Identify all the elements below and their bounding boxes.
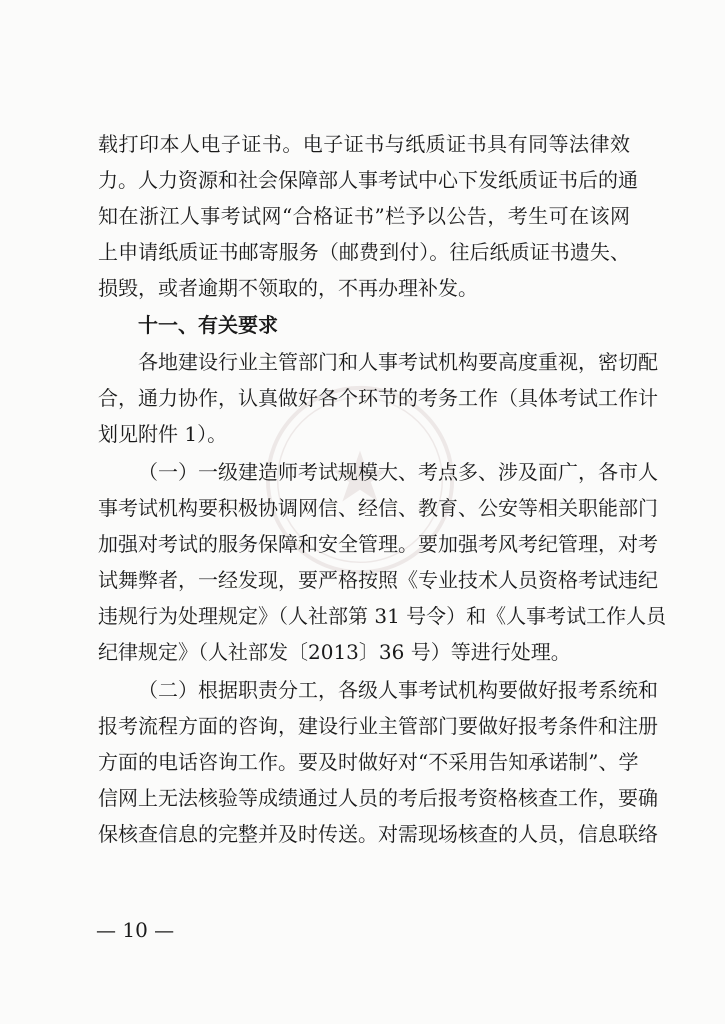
text-line-19: 信网上无法核验等成绩通过人员的考后报考资格核查工作，要确	[98, 786, 658, 810]
text-line-8: 合，通力协作，认真做好各个环节的考务工作（具体考试工作计	[98, 386, 658, 410]
text-line-9: 划见附件 1）。	[98, 422, 228, 446]
text-line-11: 事考试机构要积极协调网信、经信、教育、公安等相关职能部门	[98, 496, 658, 520]
text-line-16: （二）根据职责分工，各级人事考试机构要做好报考系统和	[138, 678, 658, 702]
text-line-10: （一）一级建造师考试规模大、考点多、涉及面广，各市人	[138, 460, 658, 484]
text-line-4: 上申请纸质证书邮寄服务（邮费到付）。往后纸质证书遗失、	[98, 240, 630, 264]
text-line-14: 违规行为处理规定》（人社部第 31 号令）和《人事考试工作人员	[98, 604, 667, 628]
text-line-3: 知在浙江人事考试网“合格证书”栏予以公告，考生可在该网	[98, 204, 630, 228]
text-line-17: 报考流程方面的咨询，建设行业主管部门要做好报考条件和注册	[98, 714, 658, 738]
text-line-18: 方面的电话咨询工作。要及时做好对“不采用告知承诺制”、学	[98, 750, 639, 774]
text-line-20: 保核查信息的完整并及时传送。对需现场核查的人员，信息联络	[98, 822, 658, 846]
text-line-12: 加强对考试的服务保障和安全管理。要加强考风考纪管理，对考	[98, 532, 658, 556]
text-line-7: 各地建设行业主管部门和人事考试机构要高度重视，密切配	[138, 350, 658, 374]
section-heading: 十一、有关要求	[138, 313, 278, 337]
text-line-15: 纪律规定》（人社部发〔2013〕36 号）等进行处理。	[98, 640, 571, 664]
page-number: — 10 —	[96, 918, 175, 942]
text-line-5: 损毁，或者逾期不领取的，不再办理补发。	[98, 276, 478, 300]
text-line-2: 力。人力资源和社会保障部人事考试中心下发纸质证书后的通	[98, 168, 638, 192]
text-line-13: 试舞弊者，一经发现，要严格按照《专业技术人员资格考试违纪	[98, 568, 658, 592]
text-line-1: 载打印本人电子证书。电子证书与纸质证书具有同等法律效	[98, 132, 630, 156]
